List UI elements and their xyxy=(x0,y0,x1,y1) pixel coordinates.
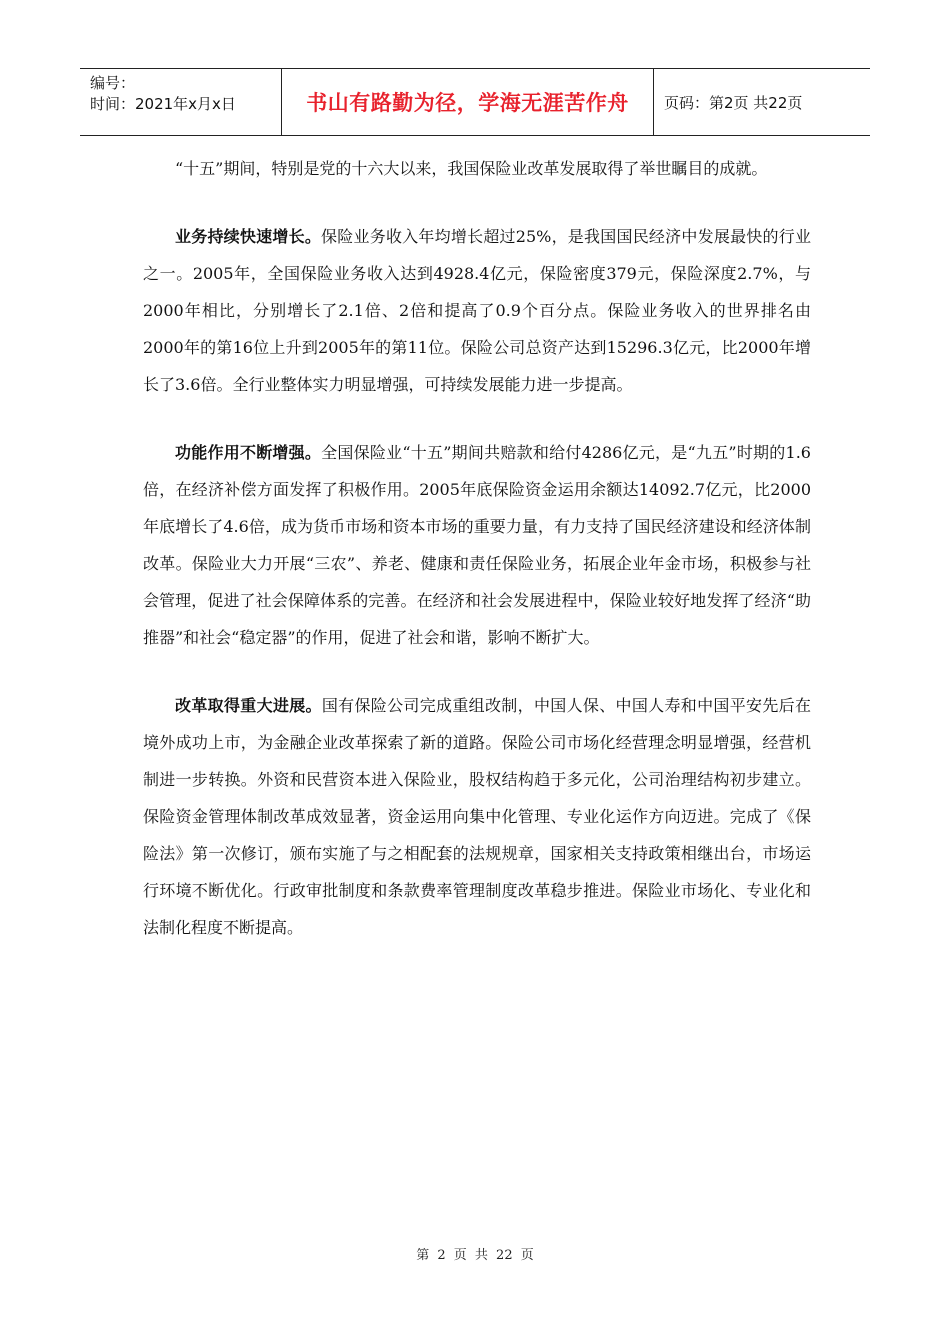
header-number-label: 编号： xyxy=(90,74,136,92)
paragraph-intro xyxy=(143,150,811,187)
paragraph-business-growth xyxy=(143,218,811,403)
paragraph-text: 国有保险公司完成重组改制，中国人保、中国人寿和中国平安先后在境外成功上市，为金融企业改革探索了新的道路。保险公司市场化经营理念明显增强，经营机制进一步转换。外资和民营资本进入保险业，股权结构趋于多元化，公司治理结构初步建立。保险资金管理体制改革成效显著，资金运用向集中化管理、专业化运作方向迈进。完成了《保险法》第一次修订，颁布实施了与之相配套的法规规章，国家相关支持政策相继出台，市场运行环境不断优化。行政审批制度和条款费率管理制度改革稳步推进。保险业市场化、专业化和法制化程度不断提高。 xyxy=(143,696,811,937)
paragraph-function-role xyxy=(143,434,811,656)
paragraph-text: “十五”期间，特别是党的十六大以来，我国保险业改革发展取得了举世瞩目的成就。 xyxy=(175,159,768,178)
page-header xyxy=(80,68,870,136)
header-time-label: 时间：2021年x月x日 xyxy=(90,95,236,113)
page-footer: 第 2 页 共 22 页 xyxy=(416,1248,534,1263)
paragraph-text: 全国保险业“十五”期间共赔款和给付4286亿元，是“九五”时期的1.6倍，在经济补偿方面发挥了积极作用。2005年底保险资金运用余额达14092.7亿元，比2000年底增长了4.6倍，成为货币市场和资本市场的重要力量，有力支持了国民经济建设和经济体制改革。保险业大力开展“三农”、养老、健康和责任保险业务，拓展企业年金市场，积极参与社会管理，促进了社会保障体系的完善。在经济和社会发展进程中，保险业较好地发挥了经济“助推器”和社会“稳定器”的作用，促进了社会和谐，影响不断扩大。 xyxy=(143,443,811,647)
paragraph-heading: 功能作用不断增强。 xyxy=(175,443,322,462)
header-page-info: 页码：第2页 共22页 xyxy=(664,93,803,112)
header-motto: 书山有路勤为径，学海无涯苦作舟 xyxy=(282,69,654,135)
paragraph-reform-progress xyxy=(143,687,811,946)
paragraph-heading: 业务持续快速增长。 xyxy=(175,227,322,246)
header-meta-cell xyxy=(80,69,282,135)
document-body xyxy=(143,150,811,977)
paragraph-heading: 改革取得重大进展。 xyxy=(175,696,322,715)
paragraph-text: 保险业务收入年均增长超过25%，是我国国民经济中发展最快的行业之一。2005年，全国保险业务收入达到4928.4亿元，保险密度379元，保险深度2.7%，与2000年相比，分别增长了2.1倍、2倍和提高了0.9个百分点。保险业务收入的世界排名由2000年的第16位上升到2005年的第11位。保险公司总资产达到15296.3亿元，比2000年增长了3.6倍。全行业整体实力明显增强，可持续发展能力进一步提高。 xyxy=(143,227,811,394)
